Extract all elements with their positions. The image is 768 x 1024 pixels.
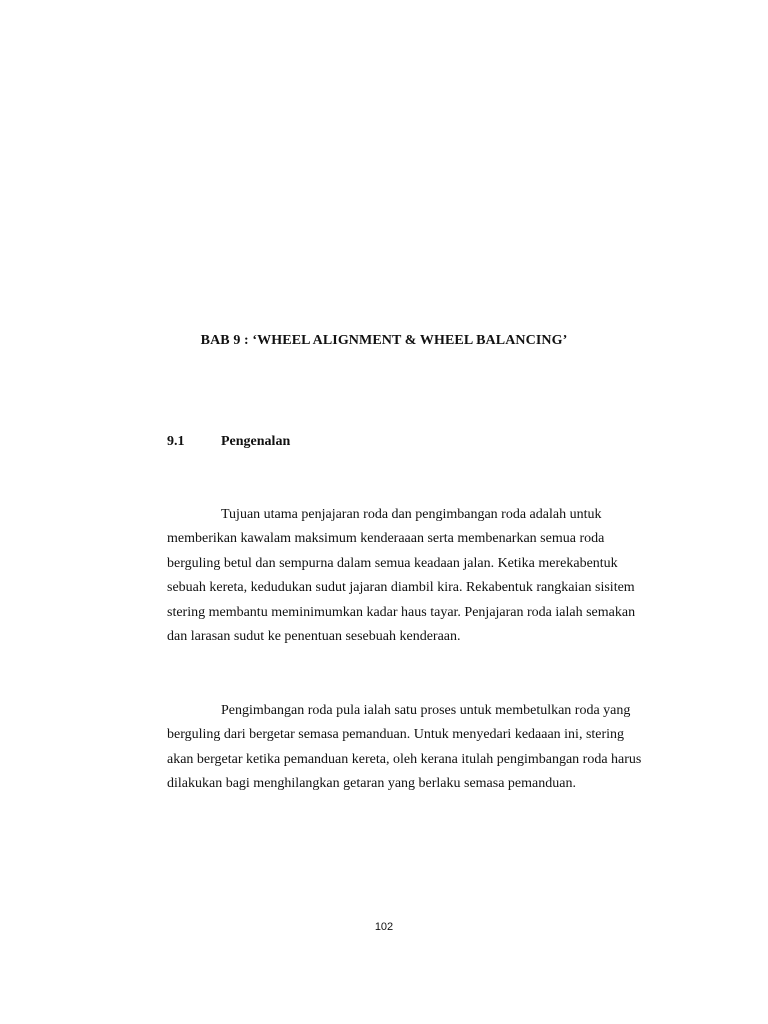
page-number: 102 xyxy=(374,921,394,933)
chapter-title: BAB 9 : ‘WHEEL ALIGNMENT & WHEEL BALANCING’ xyxy=(200,333,568,348)
paragraph-introduction xyxy=(167,503,657,649)
paragraph-balancing xyxy=(167,699,657,797)
paragraph-line: dilakukan bagi menghilangkan getaran yang berlaku semasa pemanduan. xyxy=(167,776,576,792)
paragraph-line: memberikan kawalam maksimum kenderaaan serta membenarkan semua roda xyxy=(167,531,605,547)
paragraph-line: stering membantu meminimumkan kadar haus tayar. Penjajaran roda ialah semakan xyxy=(167,604,636,620)
paragraph-line: sebuah kereta, kedudukan sudut jajaran diambil kira. Rekabentuk rangkaian sisitem xyxy=(167,580,635,596)
section-title: Pengenalan xyxy=(221,434,291,449)
paragraph-line: Tujuan utama penjajaran roda dan pengimbangan roda adalah untuk xyxy=(221,507,602,522)
paragraph-line: dan larasan sudut ke penentuan sesebuah kenderaan. xyxy=(167,629,461,645)
paragraph-line: berguling betul dan sempurna dalam semua keadaan jalan. Ketika merekabentuk xyxy=(167,555,618,571)
paragraph-line: Pengimbangan roda pula ialah satu proses untuk membetulkan roda yang xyxy=(221,703,631,718)
paragraph-line: akan bergetar ketika pemanduan kereta, oleh kerana itulah pengimbangan roda harus xyxy=(167,751,642,767)
paragraph-line: berguling dari bergetar semasa pemanduan. Untuk menyedari kedaaan ini, stering xyxy=(167,727,625,743)
section-heading xyxy=(167,434,290,450)
section-number: 9.1 xyxy=(167,434,185,449)
